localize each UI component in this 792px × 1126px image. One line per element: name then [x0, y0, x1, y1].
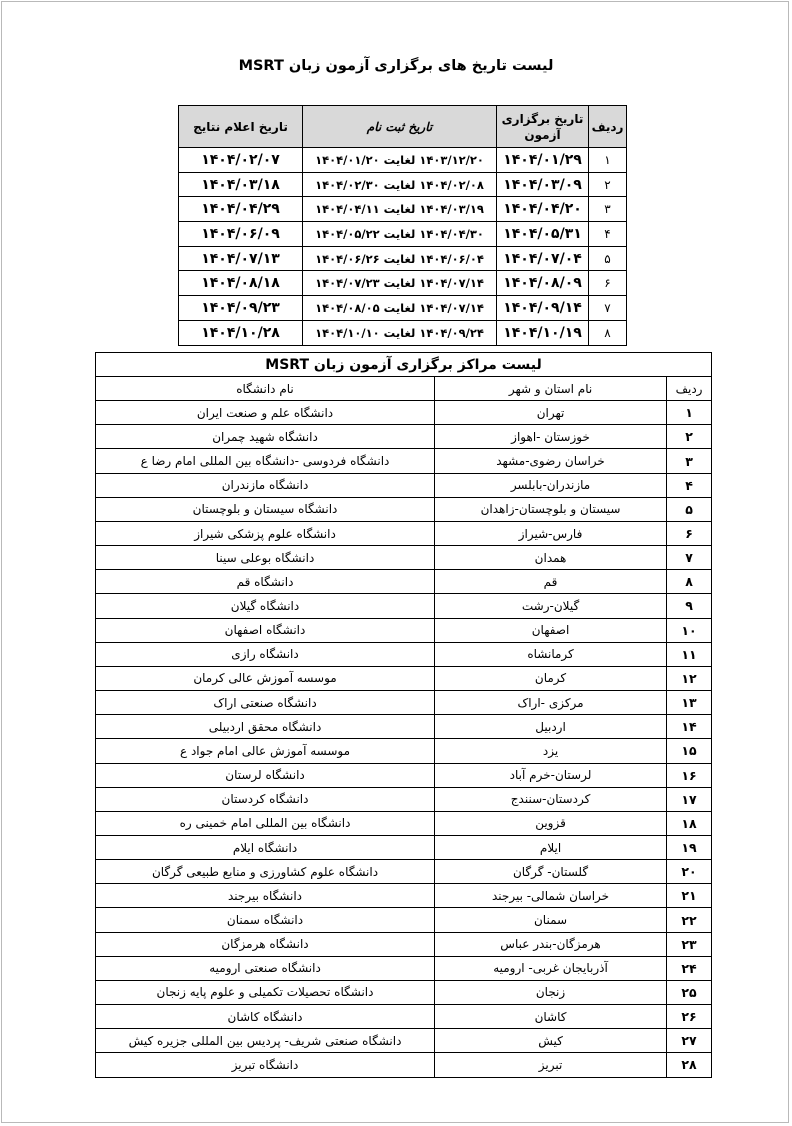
- university-name: دانشگاه علم و صنعت ایران: [96, 401, 435, 425]
- center-row: [96, 956, 712, 980]
- province-city: هرمزگان-بندر عباس: [435, 932, 667, 956]
- header-exam-date-label: تاریخ برگزاری آزمون: [501, 111, 584, 142]
- results-date: ۱۴۰۴/۱۰/۲۸: [179, 320, 303, 345]
- center-row: [96, 618, 712, 642]
- row-number: ۱۸: [667, 811, 712, 835]
- row-number: ۵: [589, 246, 627, 271]
- province-city: خراسان شمالی- بیرجند: [435, 884, 667, 908]
- center-row: [96, 835, 712, 859]
- exam-date: ۱۴۰۴/۰۸/۰۹: [497, 271, 589, 296]
- row-number: ۷: [667, 546, 712, 570]
- province-city: گلستان- گرگان: [435, 860, 667, 884]
- exam-date-row: [179, 320, 627, 345]
- row-number: ۶: [667, 521, 712, 545]
- header-exam-date: [497, 106, 589, 148]
- university-name: دانشگاه سمنان: [96, 908, 435, 932]
- center-row: [96, 787, 712, 811]
- center-row: [96, 497, 712, 521]
- exam-date-row: [179, 172, 627, 197]
- row-number: ۲۵: [667, 980, 712, 1004]
- center-row: [96, 908, 712, 932]
- province-city: کاشان: [435, 1005, 667, 1029]
- province-city: کرمانشاه: [435, 642, 667, 666]
- center-row: [96, 473, 712, 497]
- province-city: تبریز: [435, 1053, 667, 1077]
- row-number: ۱۰: [667, 618, 712, 642]
- exam-date-row: [179, 271, 627, 296]
- center-row: [96, 642, 712, 666]
- row-number: ۱۷: [667, 787, 712, 811]
- exam-dates-table: [178, 105, 627, 346]
- province-city: تهران: [435, 401, 667, 425]
- row-number: ۲۳: [667, 932, 712, 956]
- center-row: [96, 546, 712, 570]
- center-row: [96, 521, 712, 545]
- row-number: ۲۷: [667, 1029, 712, 1053]
- exam-date: ۱۴۰۴/۰۳/۰۹: [497, 172, 589, 197]
- centers-header-province: نام استان و شهر: [435, 377, 667, 401]
- row-number: ۱۳: [667, 691, 712, 715]
- province-city: اردبیل: [435, 715, 667, 739]
- exam-date-row: [179, 222, 627, 247]
- province-city: مازندران-بابلسر: [435, 473, 667, 497]
- center-row: [96, 401, 712, 425]
- university-name: دانشگاه مازندران: [96, 473, 435, 497]
- exam-date: ۱۴۰۴/۰۴/۲۰: [497, 197, 589, 222]
- center-row: [96, 594, 712, 618]
- university-name: دانشگاه سیستان و بلوچستان: [96, 497, 435, 521]
- university-name: دانشگاه گیلان: [96, 594, 435, 618]
- row-number: ۱۵: [667, 739, 712, 763]
- centers-header-university: نام دانشگاه: [96, 377, 435, 401]
- province-city: زنجان: [435, 980, 667, 1004]
- registration-period: ۱۴۰۴/۰۴/۳۰ لغایت ۱۴۰۴/۰۵/۲۲: [303, 222, 497, 247]
- province-city: ایلام: [435, 835, 667, 859]
- results-date: ۱۴۰۴/۰۹/۲۳: [179, 296, 303, 321]
- exam-date-row: [179, 148, 627, 173]
- center-row: [96, 1005, 712, 1029]
- results-date: ۱۴۰۴/۰۸/۱۸: [179, 271, 303, 296]
- row-number: ۱: [667, 401, 712, 425]
- row-number: ۴: [589, 222, 627, 247]
- row-number: ۲۴: [667, 956, 712, 980]
- row-number: ۲۸: [667, 1053, 712, 1077]
- row-number: ۹: [667, 594, 712, 618]
- university-name: دانشگاه علوم پزشکی شیراز: [96, 521, 435, 545]
- row-number: ۳: [589, 197, 627, 222]
- exam-centers-table: [95, 352, 712, 1078]
- province-city: گیلان-رشت: [435, 594, 667, 618]
- row-number: ۱: [589, 148, 627, 173]
- page-title: لیست تاریخ های برگزاری آزمون زبان MSRT: [238, 58, 554, 74]
- university-name: موسسه آموزش عالی امام جواد ع: [96, 739, 435, 763]
- university-name: دانشگاه رازی: [96, 642, 435, 666]
- row-number: ۲۰: [667, 860, 712, 884]
- row-number: ۱۱: [667, 642, 712, 666]
- university-name: دانشگاه هرمزگان: [96, 932, 435, 956]
- province-city: خوزستان -اهواز: [435, 425, 667, 449]
- results-date: ۱۴۰۴/۰۳/۱۸: [179, 172, 303, 197]
- centers-title-row: [96, 353, 712, 377]
- row-number: ۱۹: [667, 835, 712, 859]
- university-name: دانشگاه بوعلی سینا: [96, 546, 435, 570]
- row-number: ۲۲: [667, 908, 712, 932]
- province-city: یزد: [435, 739, 667, 763]
- centers-header-radif: ردیف: [667, 377, 712, 401]
- row-number: ۱۲: [667, 666, 712, 690]
- province-city: لرستان-خرم آباد: [435, 763, 667, 787]
- results-date: ۱۴۰۴/۰۶/۰۹: [179, 222, 303, 247]
- row-number: ۱۴: [667, 715, 712, 739]
- university-name: دانشگاه صنعتی اراک: [96, 691, 435, 715]
- exam-date-row: [179, 296, 627, 321]
- university-name: دانشگاه ایلام: [96, 835, 435, 859]
- university-name: دانشگاه بین المللی امام خمینی ره: [96, 811, 435, 835]
- center-row: [96, 811, 712, 835]
- registration-period: ۱۴۰۳/۱۲/۲۰ لغایت ۱۴۰۴/۰۱/۲۰: [303, 148, 497, 173]
- center-row: [96, 1053, 712, 1077]
- province-city: خراسان رضوی-مشهد: [435, 449, 667, 473]
- province-city: سیستان و بلوچستان-زاهدان: [435, 497, 667, 521]
- center-row: [96, 449, 712, 473]
- row-number: ۱۶: [667, 763, 712, 787]
- university-name: دانشگاه اصفهان: [96, 618, 435, 642]
- university-name: دانشگاه شهید چمران: [96, 425, 435, 449]
- center-row: [96, 691, 712, 715]
- university-name: دانشگاه صنعتی شریف- پردیس بین المللی جزیره کیش: [96, 1029, 435, 1053]
- university-name: دانشگاه محقق اردبیلی: [96, 715, 435, 739]
- header-registration-date: تاریخ ثبت نام: [303, 106, 497, 148]
- university-name: دانشگاه صنعتی ارومیه: [96, 956, 435, 980]
- header-results-date: تاریخ اعلام نتایج: [179, 106, 303, 148]
- exam-date: ۱۴۰۴/۰۱/۲۹: [497, 148, 589, 173]
- results-date: ۱۴۰۴/۰۲/۰۷: [179, 148, 303, 173]
- centers-table-title: لیست مراکز برگزاری آزمون زبان MSRT: [96, 353, 712, 377]
- row-number: ۵: [667, 497, 712, 521]
- registration-period: ۱۴۰۴/۰۷/۱۴ لغایت ۱۴۰۴/۰۸/۰۵: [303, 296, 497, 321]
- university-name: دانشگاه بیرجند: [96, 884, 435, 908]
- exam-date: ۱۴۰۴/۰۵/۳۱: [497, 222, 589, 247]
- registration-period: ۱۴۰۴/۰۶/۰۴ لغایت ۱۴۰۴/۰۶/۲۶: [303, 246, 497, 271]
- registration-period: ۱۴۰۴/۰۷/۱۴ لغایت ۱۴۰۴/۰۷/۲۳: [303, 271, 497, 296]
- row-number: ۲۶: [667, 1005, 712, 1029]
- province-city: آذربایجان غربی- ارومیه: [435, 956, 667, 980]
- row-number: ۴: [667, 473, 712, 497]
- center-row: [96, 715, 712, 739]
- province-city: کیش: [435, 1029, 667, 1053]
- university-name: دانشگاه تبریز: [96, 1053, 435, 1077]
- university-name: دانشگاه لرستان: [96, 763, 435, 787]
- row-number: ۲: [667, 425, 712, 449]
- row-number: ۸: [589, 320, 627, 345]
- center-row: [96, 1029, 712, 1053]
- center-row: [96, 884, 712, 908]
- results-date: ۱۴۰۴/۰۴/۲۹: [179, 197, 303, 222]
- province-city: کرمان: [435, 666, 667, 690]
- center-row: [96, 666, 712, 690]
- province-city: قزوین: [435, 811, 667, 835]
- center-row: [96, 425, 712, 449]
- province-city: همدان: [435, 546, 667, 570]
- results-date: ۱۴۰۴/۰۷/۱۳: [179, 246, 303, 271]
- province-city: مرکزی -اراک: [435, 691, 667, 715]
- center-row: [96, 739, 712, 763]
- exam-dates-header-row: [179, 106, 627, 148]
- center-row: [96, 980, 712, 1004]
- row-number: ۷: [589, 296, 627, 321]
- university-name: دانشگاه قم: [96, 570, 435, 594]
- row-number: ۲: [589, 172, 627, 197]
- province-city: اصفهان: [435, 618, 667, 642]
- university-name: دانشگاه کردستان: [96, 787, 435, 811]
- center-row: [96, 932, 712, 956]
- center-row: [96, 763, 712, 787]
- center-row: [96, 860, 712, 884]
- university-name: دانشگاه علوم کشاورزی و منابع طبیعی گرگان: [96, 860, 435, 884]
- row-number: ۶: [589, 271, 627, 296]
- exam-date: ۱۴۰۴/۰۹/۱۴: [497, 296, 589, 321]
- header-radif: ردیف: [589, 106, 627, 148]
- province-city: سمنان: [435, 908, 667, 932]
- province-city: فارس-شیراز: [435, 521, 667, 545]
- registration-period: ۱۴۰۴/۰۹/۲۴ لغایت ۱۴۰۴/۱۰/۱۰: [303, 320, 497, 345]
- exam-date: ۱۴۰۴/۱۰/۱۹: [497, 320, 589, 345]
- university-name: دانشگاه کاشان: [96, 1005, 435, 1029]
- exam-date-row: [179, 197, 627, 222]
- exam-date-row: [179, 246, 627, 271]
- registration-period: ۱۴۰۴/۰۳/۱۹ لغایت ۱۴۰۴/۰۴/۱۱: [303, 197, 497, 222]
- university-name: دانشگاه تحصیلات تکمیلی و علوم پایه زنجان: [96, 980, 435, 1004]
- row-number: ۳: [667, 449, 712, 473]
- university-name: موسسه آموزش عالی کرمان: [96, 666, 435, 690]
- province-city: قم: [435, 570, 667, 594]
- row-number: ۲۱: [667, 884, 712, 908]
- university-name: دانشگاه فردوسی -دانشگاه بین المللی امام رضا ع: [96, 449, 435, 473]
- exam-date: ۱۴۰۴/۰۷/۰۴: [497, 246, 589, 271]
- province-city: کردستان-سنندج: [435, 787, 667, 811]
- centers-header-row: [96, 377, 712, 401]
- center-row: [96, 570, 712, 594]
- row-number: ۸: [667, 570, 712, 594]
- registration-period: ۱۴۰۴/۰۲/۰۸ لغایت ۱۴۰۴/۰۲/۳۰: [303, 172, 497, 197]
